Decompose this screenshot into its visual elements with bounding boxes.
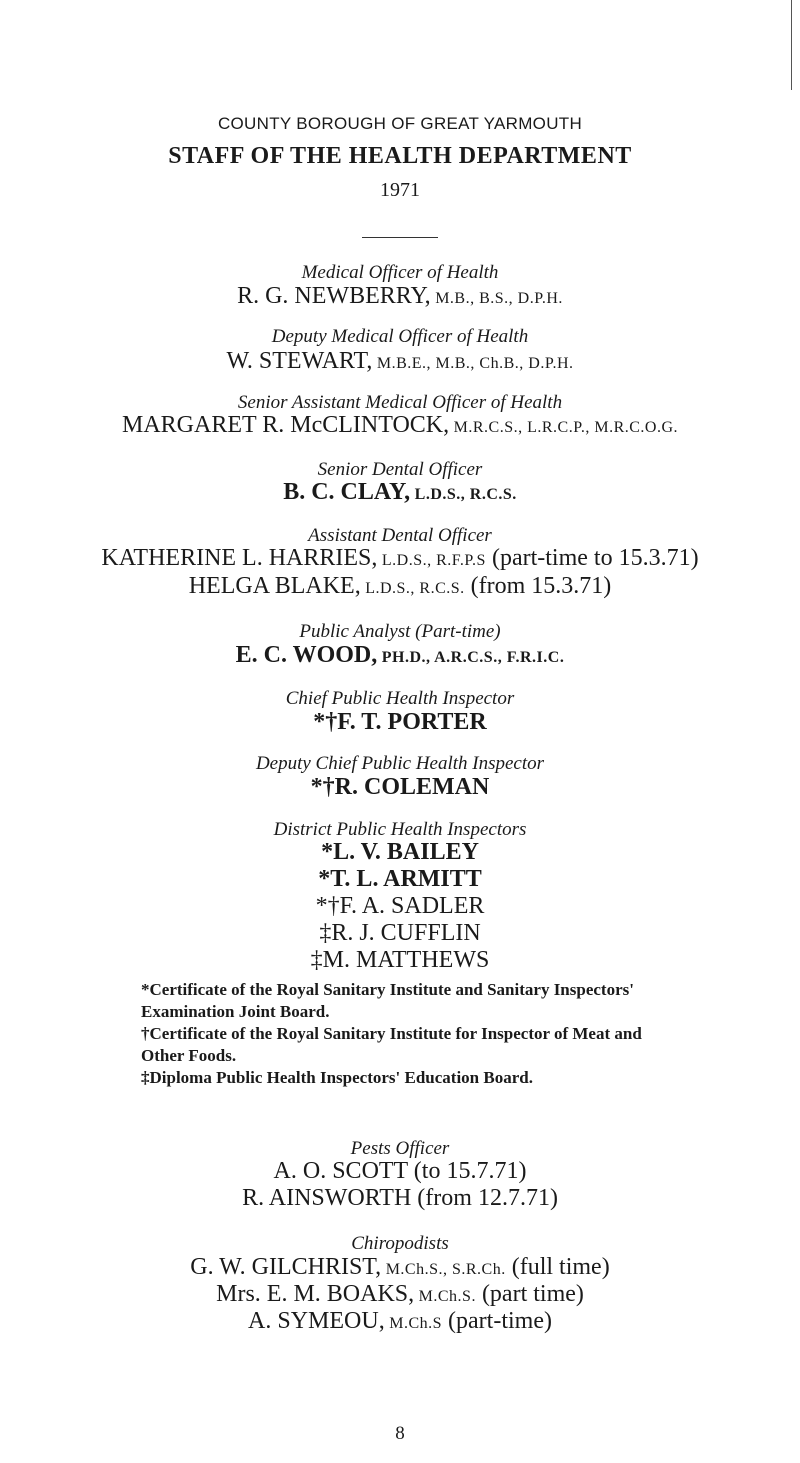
divider-rule [362,237,438,238]
document-year: 1971 [380,179,420,201]
name-chiro-3-note: (part-time) [442,1308,552,1334]
footnote-dagger: †Certificate of the Royal Sanitary Institute for Inspector of Meat and Other Foods. [141,1024,642,1065]
name-moh-quals: M.B., B.S., D.P.H. [430,290,563,307]
name-chiro-1 [0,1254,800,1281]
document-title: STAFF OF THE HEALTH DEPARTMENT [168,143,632,169]
name-dphi-5: ‡M. MATTHEWS [310,947,490,973]
footnotes [141,979,681,1089]
name-sdo-quals: L.D.S., R.C.S. [410,486,517,503]
name-chiro-2 [0,1281,800,1308]
name-chiro-2-note: (part time) [475,1281,584,1307]
role-dphi: District Public Health Inspectors [273,819,527,840]
name-ado-1-quals: L.D.S., R.F.P.S [377,552,486,569]
name-moh [0,283,800,310]
name-pests-1: A. O. SCOTT (to 15.7.71) [273,1158,527,1184]
role-ado: Assistant Dental Officer [308,525,492,546]
name-chiro-3 [0,1308,800,1335]
name-chiro-1-text: G. W. GILCHRIST, [190,1254,382,1280]
name-sdo-text: B. C. CLAY, [283,479,411,505]
name-samoh-quals: M.R.C.S., L.R.C.P., M.R.C.O.G. [449,419,679,436]
name-ado-2-note: (from 15.3.71) [464,573,612,599]
name-dmoh-quals: M.B.E., M.B., Ch.B., D.P.H. [372,355,574,372]
role-chiro: Chiropodists [351,1233,449,1254]
name-chiro-3-quals: M.Ch.S [384,1315,443,1332]
name-dphi-4: ‡R. J. CUFFLIN [319,920,481,946]
role-dmoh: Deputy Medical Officer of Health [271,326,529,347]
role-cphi: Chief Public Health Inspector [285,688,515,709]
name-ado-1-note: (part-time to 15.3.71) [485,545,699,571]
name-samoh-text: MARGARET R. McCLINTOCK, [121,412,450,438]
name-sdo [0,479,800,506]
name-dmoh-text: W. STEWART, [226,348,373,374]
name-chiro-1-note: (full time) [505,1254,610,1280]
name-dcphi: *†R. COLEMAN [310,774,490,800]
county-heading: COUNTY BOROUGH OF GREAT YARMOUTH [217,114,583,133]
role-pests: Pests Officer [350,1138,450,1159]
name-moh-text: R. G. NEWBERRY, [237,283,431,309]
name-chiro-1-quals: M.Ch.S., S.R.Ch. [381,1261,506,1278]
role-samoh: Senior Assistant Medical Officer of Health [237,392,563,413]
name-dphi-1: *L. V. BAILEY [321,839,479,865]
name-analyst-text: E. C. WOOD, [235,642,378,668]
name-ado-2-text: HELGA BLAKE, [188,573,361,599]
name-analyst [0,642,800,669]
name-samoh [0,412,800,439]
name-analyst-quals: PH.D., A.R.C.S., F.R.I.C. [377,649,565,666]
name-cphi: *†F. T. PORTER [313,709,487,735]
scan-edge-line [791,0,792,90]
page-number: 8 [395,1423,405,1444]
name-pests-2: R. AINSWORTH (from 12.7.71) [242,1185,558,1211]
name-chiro-3-text: A. SYMEOU, [248,1308,385,1334]
name-ado-1-text: KATHERINE L. HARRIES, [101,545,378,571]
role-dcphi: Deputy Chief Public Health Inspector [255,753,545,774]
name-dmoh [0,348,800,375]
name-ado-2 [0,573,800,600]
name-dphi-2: *T. L. ARMITT [318,866,482,892]
role-moh: Medical Officer of Health [301,262,499,283]
role-analyst: Public Analyst (Part-time) [299,621,501,642]
role-sdo: Senior Dental Officer [317,459,483,480]
name-chiro-2-quals: M.Ch.S. [414,1288,476,1305]
name-ado-1 [0,545,800,572]
footnote-asterisk: *Certificate of the Royal Sanitary Institute and Sanitary Inspectors' Examination Joint Board. [141,980,634,1021]
name-chiro-2-text: Mrs. E. M. BOAKS, [216,1281,415,1307]
name-dphi-3: *†F. A. SADLER [315,893,485,919]
name-ado-2-quals: L.D.S., R.C.S. [360,580,465,597]
footnote-double-dagger: ‡Diploma Public Health Inspectors' Education Board. [141,1068,533,1087]
